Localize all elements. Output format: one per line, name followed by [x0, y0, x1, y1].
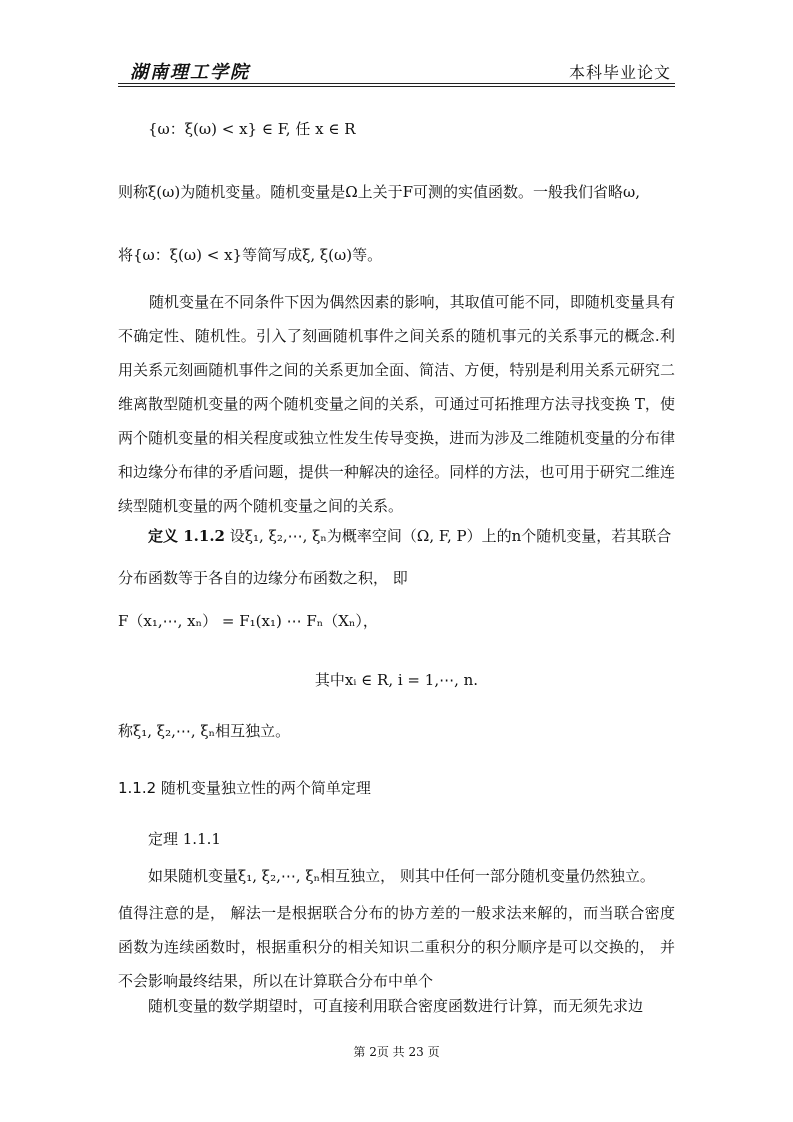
theorem-paragraph: 值得注意的是， 解法一是根据联合分布的协方差的一般求法来解的，而当联合密度函数为连续函数时，根据重积分的相关知识二重积分的积分顺序是可以交换的， 并不会影响最终结果，所以在计算联合分布中单个 [118, 904, 675, 990]
header-rule-inner [118, 86, 675, 87]
theorem-last-line: 随机变量的数学期望时，可直接利用联合密度函数进行计算，而无须先求边 [148, 997, 644, 1015]
definition-label: 定义 1.1.2 [148, 527, 225, 545]
random-variable-definition-line: 则称ξ(ω)为随机变量。随机变量是Ω上关于F可测的实值函数。一般我们省略ω, [118, 183, 641, 201]
header-school: 湖南理工学院 [130, 62, 250, 83]
definition-where: 其中xᵢ ∈ R, i = 1,⋯, n. [314, 671, 479, 689]
theorem-statement: 如果随机变量ξ₁, ξ₂,⋯, ξₙ相互独立， 则其中任何一部分随机变量仍然独立。 [148, 867, 655, 885]
definition-text-1: 设ξ₁, ξ₂,⋯, ξₙ为概率空间（Ω, F, P）上的n个随机变量，若其联合 [229, 527, 672, 545]
definition-line-1 [148, 525, 671, 546]
paragraph-randomness: 随机变量在不同条件下因为偶然因素的影响，其取值可能不同，即随机变量具有不确定性、随机性。引入了刻画随机事件之间关系的随机事元的关系事元的概念.利用关系元刻画随机事件之间的关系更加全面、简洁、方便，特别是利用关系元研究二维离散型随机变量的两个随机变量之间的关系，可通过可拓推理方法寻找变换 T，使两个随机变量的相关程度或独立性发生传导变换，进而为涉及二维随机变量的分布律和边缘分布律的矛盾问题，提供一种解决的途径。同样的方法，也可用于研究二维连续型随机变量的两个随机变量之间的关系。 [118, 293, 675, 515]
page-footer: 第 2页 共 23 页 [353, 1045, 440, 1059]
theorem-label: 定理 1.1.1 [148, 830, 221, 848]
formula-event-set: {ω：ξ(ω) < x} ∈ F, 任 x ∈ R [148, 120, 356, 138]
definition-formula: F（x₁,⋯, xₙ） = F₁(x₁) ⋯ Fₙ（Xₙ）， [118, 612, 378, 630]
header-doc-type: 本科毕业论文 [568, 63, 671, 82]
definition-conclusion: 称ξ₁, ξ₂,⋯, ξₙ相互独立。 [118, 722, 291, 740]
section-title: 1.1.2 随机变量独立性的两个简单定理 [118, 779, 371, 797]
abbreviation-line: 将{ω：ξ(ω) < x}等简写成ξ, ξ(ω)等。 [118, 246, 383, 264]
header-rule [118, 83, 675, 84]
definition-line-2: 分布函数等于各自的边缘分布函数之积， 即 [118, 569, 408, 587]
